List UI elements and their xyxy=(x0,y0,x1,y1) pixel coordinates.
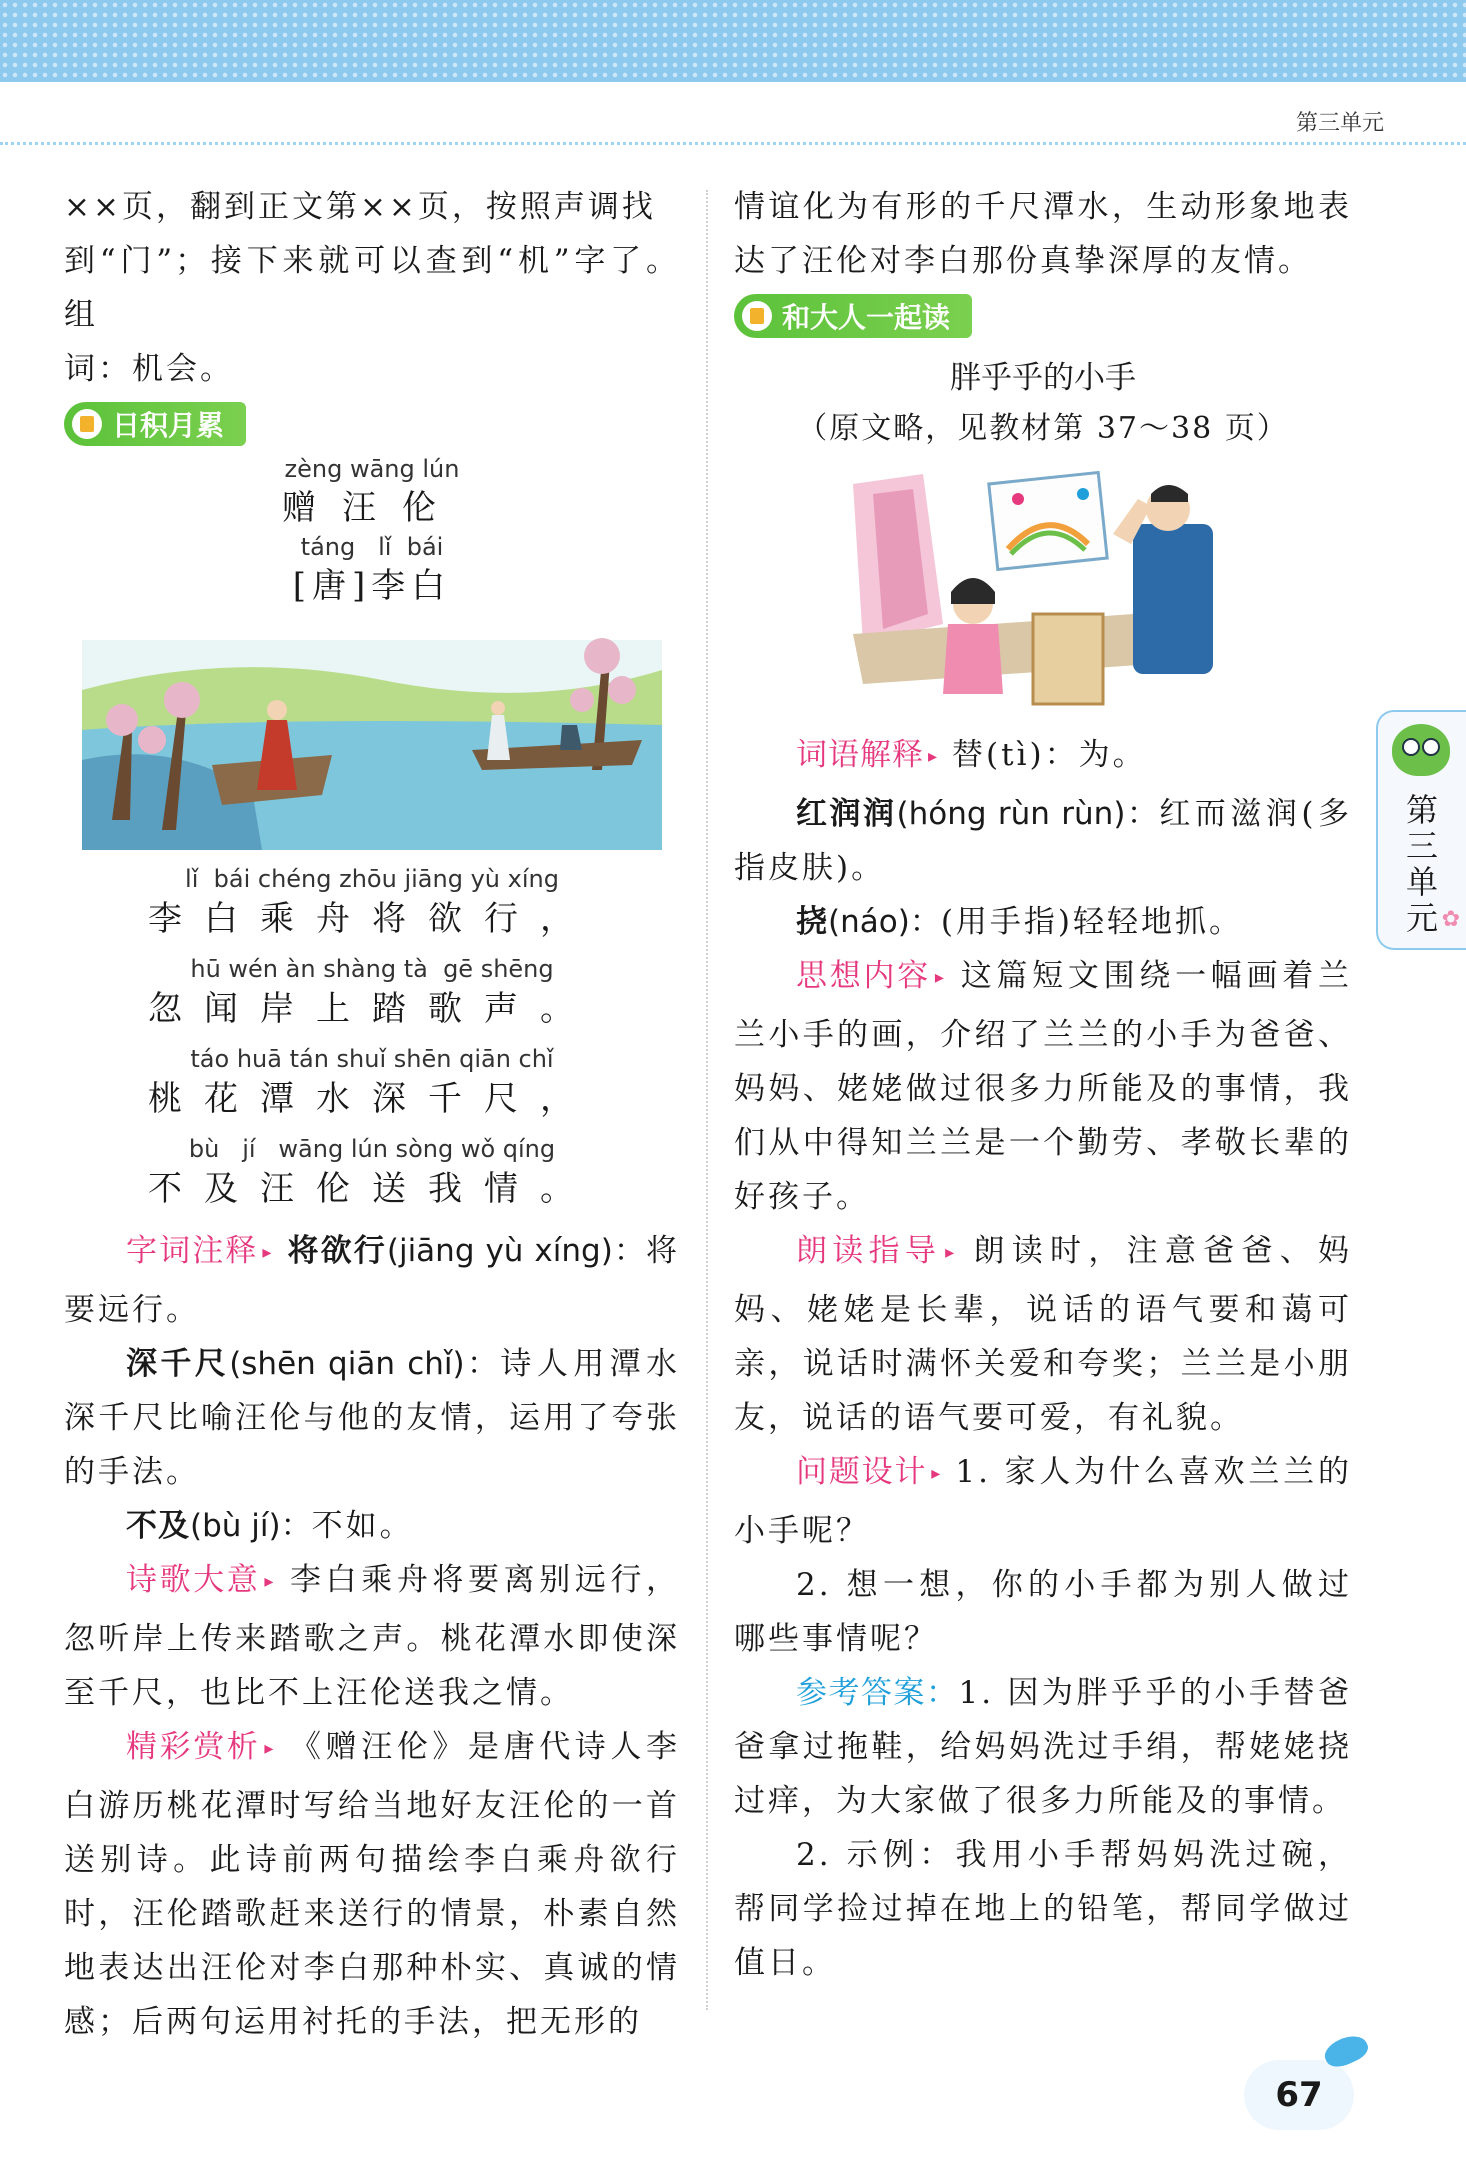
triangle-icon: ▸ xyxy=(931,1463,944,1484)
idea-section xyxy=(734,949,1352,1224)
poem-title-pinyin: zèng wāng lún xyxy=(284,455,460,483)
vocab-item-1 xyxy=(734,728,1352,787)
vocab-text-2: 红而滋润(多指皮肤)。 xyxy=(734,796,1353,886)
triangle-icon: ▸ xyxy=(934,967,947,988)
vocab-pinyin-2: (hóng rùn rùn)： xyxy=(896,796,1160,832)
vocab-label: 词语解释 xyxy=(796,737,924,773)
poem-title: 赠汪伦 xyxy=(282,488,462,528)
flower-icon: ✿ xyxy=(1441,907,1460,932)
notes-pinyin-1: (jiāng yù xíng)： xyxy=(386,1233,646,1269)
vocab-pinyin-3: (náo)： xyxy=(828,904,941,940)
notes-text-2: 诗人用潭水深千尺比喻汪伦与他的友情，运用了夸张的手法。 xyxy=(64,1346,681,1490)
poem-author: [唐]李白 xyxy=(292,566,452,606)
section-banner-accumulation xyxy=(64,402,246,446)
unit-label: 第三单元 xyxy=(1295,111,1384,136)
triangle-icon: ▸ xyxy=(928,746,941,767)
banner-label: 日积月累 xyxy=(112,409,225,442)
notes-term-1: 将欲行 xyxy=(286,1233,387,1269)
vocab-item-3 xyxy=(734,895,1352,949)
page-number xyxy=(1244,2060,1354,2130)
book-icon xyxy=(72,409,102,439)
notes-pinyin-2: (shēn qiān chǐ)： xyxy=(229,1346,501,1382)
notes-item-2 xyxy=(64,1337,680,1499)
appreciation-text: 《赠汪伦》是唐代诗人李白游历桃花潭时写给当地好友汪伦的一首送别诗。此诗前两句描绘李白乘舟欲行时，汪伦踏歌赶来送行的情景，朴素自然地表达出汪伦对李白那种朴实、真诚的情感；后两句运用衬托的手法，把无形的 xyxy=(64,1729,681,2040)
dolphin-icon xyxy=(1321,2030,1372,2072)
unit-side-tab xyxy=(1376,710,1466,950)
appreciation-label: 精彩赏析 xyxy=(126,1729,261,1765)
triangle-icon: ▸ xyxy=(945,1242,958,1263)
side-tab-label: 第三单元 xyxy=(1405,791,1438,937)
notes-item-1 xyxy=(64,1224,680,1337)
notes-item-3 xyxy=(64,1499,680,1553)
section-banner-read-together xyxy=(734,294,972,338)
header-divider xyxy=(0,142,1466,145)
notes-label: 字词注释 xyxy=(126,1233,259,1269)
poem-illustration xyxy=(82,620,662,850)
vocab-term-3: 挠 xyxy=(796,904,828,940)
vocab-term-2: 红润润 xyxy=(796,796,897,832)
notes-text-3: 不如。 xyxy=(311,1508,414,1544)
notes-term-2: 深千尺 xyxy=(126,1346,230,1382)
column-divider xyxy=(706,190,708,2010)
poem-line-3: 桃花潭水深千尺， xyxy=(148,1079,596,1119)
question-2: 2. 想一想，你的小手都为别人做过哪些事情呢？ xyxy=(734,1567,1352,1657)
reading-text: 朗读时，注意爸爸、妈妈、姥姥是长辈，说话的语气要和蔼可亲，说话时满怀关爱和夸奖；兰兰是小朋友，说话的语气要可爱，有礼貌。 xyxy=(734,1233,1353,1436)
poem-line-4-pinyin: bù jí wāng lún sòng wǒ qíng xyxy=(188,1135,556,1163)
article-title: 胖乎乎的小手 xyxy=(950,360,1136,396)
poem-author-pinyin: táng lǐ bái xyxy=(300,533,444,561)
poem-line-4: 不及汪伦送我情。 xyxy=(148,1169,596,1209)
intro-line-2: 到“门”；接下来就可以查到“机”字了。组 xyxy=(64,243,680,333)
intro-line-1: ××页，翻到正文第××页，按照声调找 xyxy=(64,189,656,225)
poem xyxy=(64,454,680,1214)
reading-section xyxy=(734,1224,1352,1445)
triangle-icon: ▸ xyxy=(264,1738,277,1759)
header-band xyxy=(0,0,1466,82)
vocab-text-1: 替(tì)：为。 xyxy=(952,737,1147,773)
answer-1-text: 1. 因为胖乎乎的小手替爸爸拿过拖鞋，给妈妈洗过手绢，帮姥姥挠过痒，为大家做了很多力所能及的事情。 xyxy=(734,1675,1353,1819)
poem-line-2: 忽闻岸上踏歌声。 xyxy=(148,989,596,1029)
notes-term-3: 不及 xyxy=(126,1508,190,1544)
questions-label: 问题设计 xyxy=(796,1454,928,1490)
reading-label: 朗读指导 xyxy=(796,1233,942,1269)
answers-label: 参考答案： xyxy=(796,1675,959,1711)
right-column xyxy=(734,180,1352,1990)
poem-line-1-pinyin: lǐ bái chéng zhōu jiāng yù xíng xyxy=(185,865,559,893)
article-note: （原文略，见教材第 37～38 页） xyxy=(797,411,1289,446)
article-illustration xyxy=(833,464,1253,714)
mascot-icon xyxy=(1392,724,1450,776)
notes-pinyin-3: (bù jí)： xyxy=(190,1508,312,1544)
notes-text-1: 将要远行。 xyxy=(64,1233,680,1328)
banner-label: 和大人一起读 xyxy=(782,301,951,334)
triangle-icon: ▸ xyxy=(262,1242,275,1263)
poem-meaning xyxy=(64,1553,680,1720)
poem-line-1: 李白乘舟将欲行， xyxy=(148,899,596,939)
left-column xyxy=(64,180,680,2049)
vocab-item-2 xyxy=(734,787,1352,895)
answer-1 xyxy=(734,1666,1352,1828)
answer-2: 2. 示例：我用小手帮妈妈洗过碗，帮同学捡过掉在地上的铅笔，帮同学做过值日。 xyxy=(734,1837,1352,1981)
triangle-icon: ▸ xyxy=(264,1571,277,1592)
vocab-text-3: (用手指)轻轻地抓。 xyxy=(940,904,1244,940)
intro-line-3: 词：机会。 xyxy=(64,351,234,387)
page-number-text: 67 xyxy=(1275,2075,1323,2115)
meaning-text: 李白乘舟将要离别远行，忽听岸上传来踏歌之声。桃花潭水即使深至千尺，也比不上汪伦送我之情。 xyxy=(64,1562,681,1711)
idea-text: 这篇短文围绕一幅画着兰兰小手的画，介绍了兰兰的小手为爸爸、妈妈、姥姥做过很多力所能及的事情，我们从中得知兰兰是一个勤劳、孝敬长辈的好孩子。 xyxy=(734,958,1352,1215)
idea-label: 思想内容 xyxy=(796,958,931,994)
appreciation-continued: 情谊化为有形的千尺潭水，生动形象地表达了汪伦对李白那份真挚深厚的友情。 xyxy=(734,189,1352,279)
poem-line-3-pinyin: táo huā tán shuǐ shēn qiān chǐ xyxy=(190,1045,554,1073)
poem-line-2-pinyin: hū wén àn shàng tà gē shēng xyxy=(190,955,554,983)
meaning-label: 诗歌大意 xyxy=(126,1562,261,1598)
question-1 xyxy=(734,1445,1352,1558)
poem-appreciation xyxy=(64,1720,680,2049)
book-icon xyxy=(742,301,772,331)
question-1-text: 1. 家人为什么喜欢兰兰的小手呢？ xyxy=(734,1454,1352,1549)
